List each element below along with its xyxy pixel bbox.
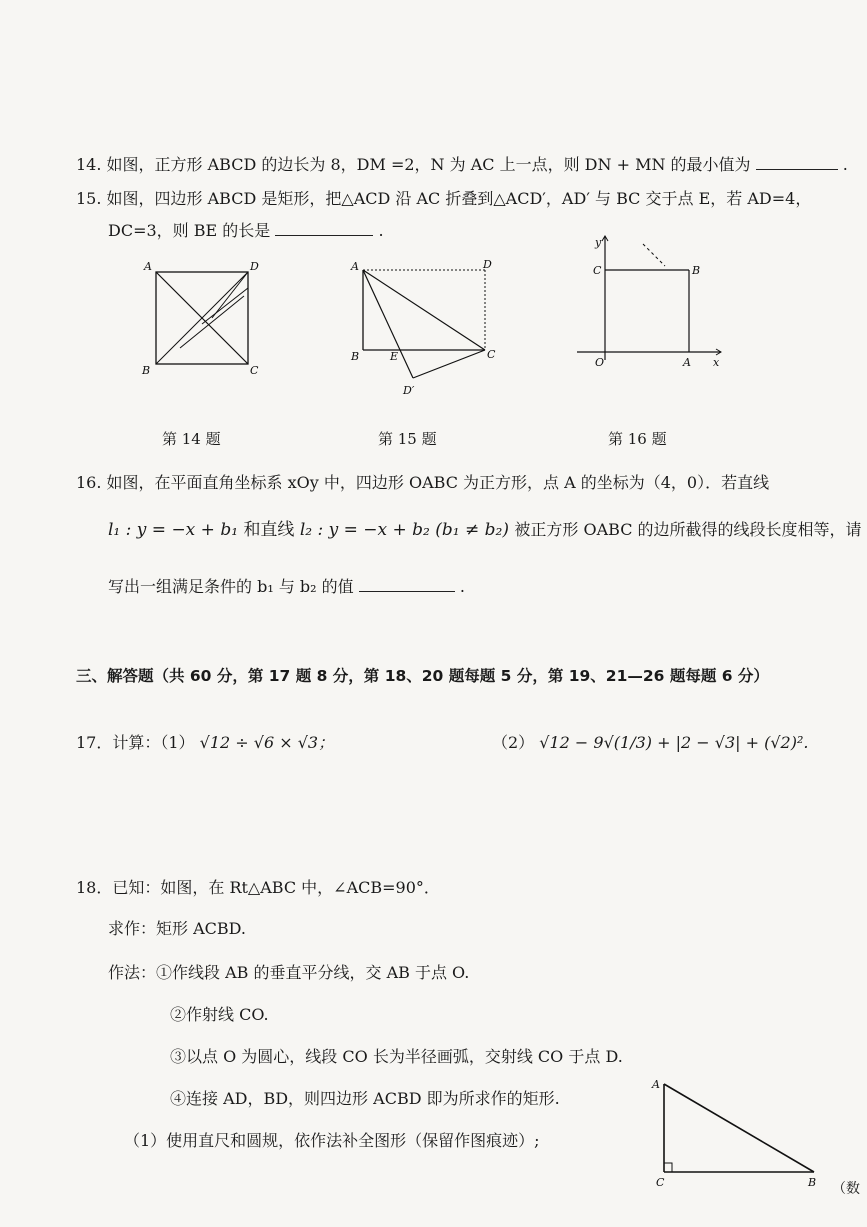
question-14	[76, 152, 848, 175]
figure-15-caption: 第 15 题	[378, 430, 437, 448]
fig16-label-B: B	[692, 264, 701, 277]
question-17-expr-1: √12 ÷ √6 × √3；	[199, 733, 335, 752]
fig15-label-A: A	[351, 260, 359, 273]
question-16-tail: 被正方形 OABC 的边所截得的线段长度相等，请	[514, 520, 862, 539]
question-15-line2	[108, 218, 384, 241]
fig14-label-A: A	[144, 260, 152, 273]
question-17-expr-2: √12 − 9√(1/3) + |2 − √3| + (√2)².	[539, 733, 809, 752]
fig18-label-C: C	[656, 1176, 665, 1189]
figure-18-right-triangle	[650, 1078, 850, 1193]
question-14-end: .	[842, 155, 848, 174]
answer-blank-16[interactable]	[359, 577, 455, 592]
fig16-label-x: x	[713, 356, 720, 369]
question-16-line2	[108, 515, 862, 540]
question-15-end: .	[378, 221, 384, 240]
question-18-given: 18．已知：如图，在 Rt△ABC 中，∠ACB=90°．	[76, 878, 440, 897]
question-18-step-4: ④连接 AD，BD，则四边形 ACBD 即为所求作的矩形.	[170, 1089, 560, 1108]
figure-16-caption: 第 16 题	[608, 430, 667, 448]
question-14-text: 14. 如图，正方形 ABCD 的边长为 8，DM =2，N 为 AC 上一点，则 DN + MN 的最小值为	[76, 155, 751, 174]
line-l1-equation: l₁ : y = −x + b₁	[108, 520, 239, 540]
question-18-step-1: 作法：①作线段 AB 的垂直平分线，交 AB 于点 O.	[108, 963, 470, 982]
question-16-connector: 和直线	[243, 520, 295, 540]
question-18-step-3: ③以点 O 为圆心，线段 CO 长为半径画弧，交射线 CO 于点 D.	[170, 1047, 623, 1066]
fig16-label-y: y	[595, 236, 602, 249]
question-18-part-1: （1）使用直尺和圆规，依作法补全图形（保留作图痕迹）;	[124, 1131, 540, 1150]
question-17	[76, 730, 334, 753]
fig16-label-C: C	[593, 264, 602, 277]
question-17-label-2: （2）	[492, 733, 535, 752]
fig16-label-A: A	[683, 356, 691, 369]
fig15-label-C: C	[487, 348, 496, 361]
figure-14-square-diagram	[140, 258, 270, 383]
question-16-line1: 16. 如图，在平面直角坐标系 xOy 中，四边形 OABC 为正方形，点 A 的坐标为（4，0）．若直线	[76, 473, 770, 492]
fig18-label-B: B	[808, 1176, 817, 1189]
fig14-label-C: C	[250, 364, 259, 377]
question-18-construct: 求作：矩形 ACBD.	[108, 919, 246, 938]
section-3-title: 三、解答题（共 60 分，第 17 题 8 分，第 18、20 题每题 5 分，第 19、21—26 题每题 6 分）	[76, 667, 769, 685]
question-16-text: 写出一组满足条件的 b₁ 与 b₂ 的值	[108, 577, 354, 596]
question-18-step-2: ②作射线 CO.	[170, 1005, 269, 1024]
answer-blank-15[interactable]	[275, 221, 373, 236]
cutoff-text: （数	[832, 1181, 860, 1197]
figure-14-caption: 第 14 题	[162, 430, 221, 448]
question-17-label: 17．计算：（1）	[76, 733, 195, 752]
fig16-label-O: O	[595, 356, 605, 369]
fig15-label-D: D	[483, 258, 492, 271]
fig18-label-A: A	[652, 1078, 660, 1091]
fig14-label-D: D	[250, 260, 259, 273]
question-16-end: .	[459, 577, 465, 596]
figure-16-coordinate-square	[575, 232, 730, 372]
fig15-label-D-prime: D′	[403, 384, 415, 397]
question-15-text: DC=3，则 BE 的长是	[108, 221, 271, 240]
figure-15-rectangle-fold-diagram	[345, 258, 505, 398]
fig14-label-B: B	[142, 364, 151, 377]
fig15-label-E: E	[390, 350, 399, 363]
fig15-label-B: B	[351, 350, 360, 363]
question-16-line3	[108, 574, 465, 597]
line-l2-equation: l₂ : y = −x + b₂ (b₁ ≠ b₂)	[299, 520, 509, 540]
question-15-line1: 15. 如图，四边形 ABCD 是矩形，把△ACD 沿 AC 折叠到△ACD′，AD′ 与 BC 交于点 E，若 AD=4，	[76, 189, 812, 208]
answer-blank-14[interactable]	[756, 155, 838, 170]
question-17-part2	[492, 730, 808, 753]
